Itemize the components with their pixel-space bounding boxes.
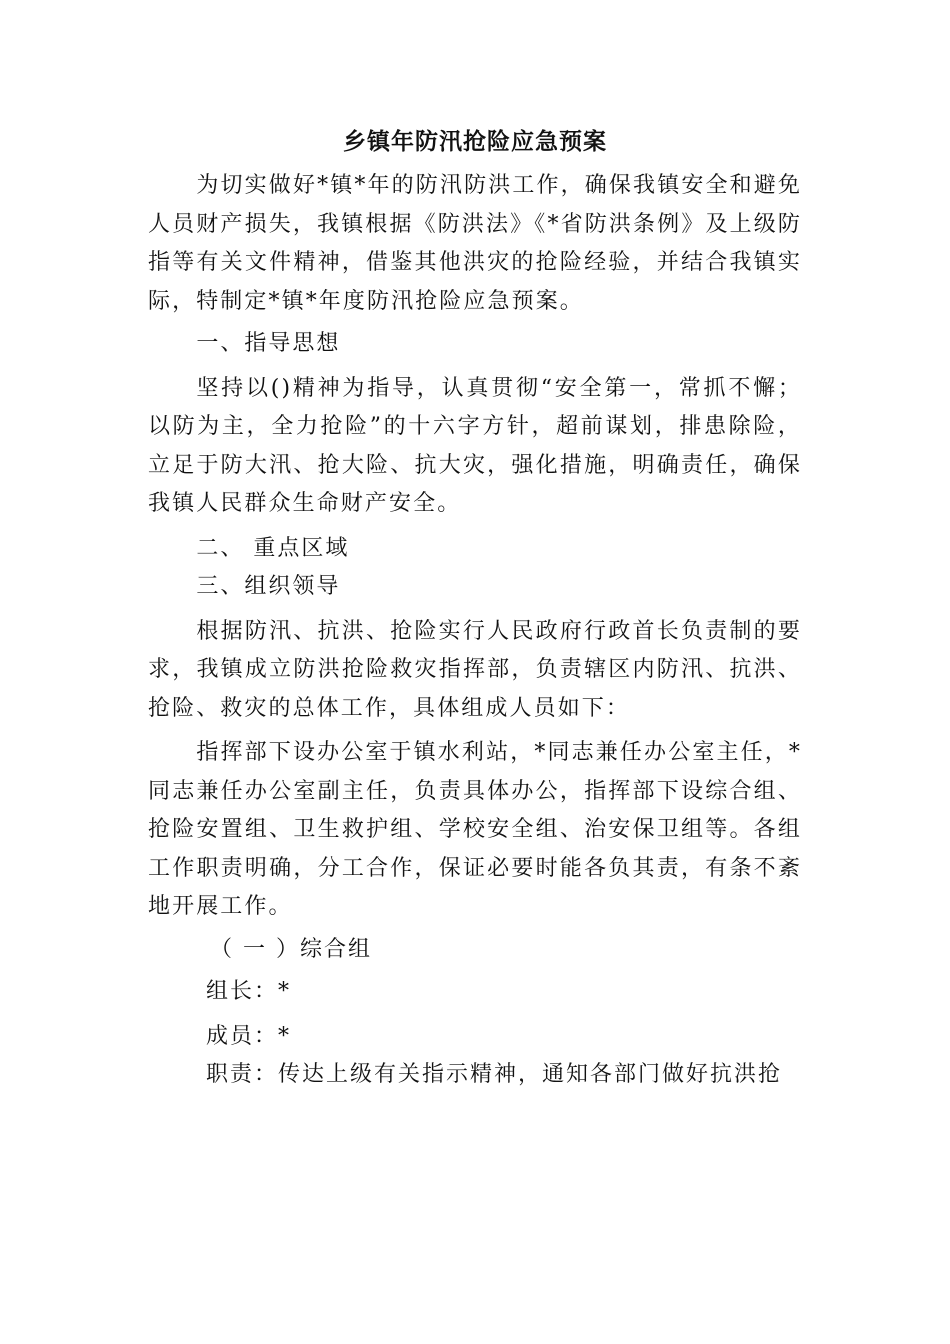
section-heading-organization: 三、组织领导	[196, 574, 341, 599]
group-leader-line: 组长：*	[206, 979, 292, 1004]
intro-paragraph: 为切实做好*镇*年的防汛防洪工作，确保我镇安全和避免人员财产损失，我镇根据《防洪法》《*省防洪条例》及上级防指等有关文件精神，借鉴其他洪灾的抢险经验，并结合我镇实际，特制定*镇*年度防汛抢险应急预案。	[148, 173, 802, 314]
office-paragraph: 指挥部下设办公室于镇水利站，*同志兼任办公室主任，*同志兼任办公室副主任，负责具体办公，指挥部下设综合组、抢险安置组、卫生救护组、学校安全组、治安保卫组等。各组工作职责明确，分工合作，保证必要时能各负其责，有条不紊地开展工作。	[148, 740, 802, 919]
section-heading-key-areas: 二、 重点区域	[196, 535, 350, 561]
document-body	[148, 167, 802, 1095]
subsection-heading-general-group: （ 一 ）综合组	[210, 936, 372, 962]
guiding-thought-paragraph: 坚持以()精神为指导，认真贯彻“安全第一，常抓不懈；以防为主，全力抢险”的十六字方针，超前谋划，排患除险，立足于防大汛、抢大险、抗大灾，强化措施，明确责任，确保我镇人民群众生命财产安全。	[148, 375, 802, 516]
document-title: 乡镇年防汛抢险应急预案	[343, 128, 607, 155]
organization-paragraph: 根据防汛、抗洪、抢险实行人民政府行政首长负责制的要求，我镇成立防洪抢险救灾指挥部，负责辖区内防汛、抗洪、抢险、救灾的总体工作，具体组成人员如下：	[148, 618, 802, 721]
section-heading-guiding-thought: 一、指导思想	[196, 331, 341, 356]
group-duties-line: 职责：传达上级有关指示精神，通知各部门做好抗洪抢	[206, 1062, 783, 1087]
group-members-line: 成员：*	[206, 1023, 292, 1049]
